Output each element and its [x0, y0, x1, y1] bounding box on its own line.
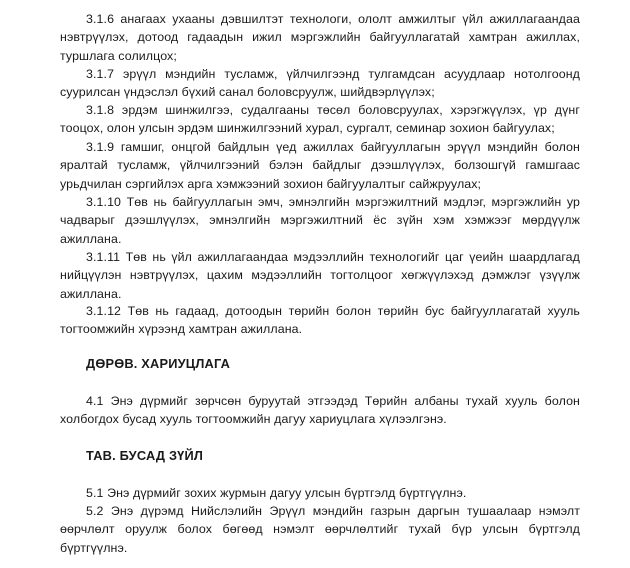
clause-number: 5.1 [86, 486, 104, 500]
clause-text: Төв нь гадаад, дотоодын төрийн болон төрийн бус байгууллагатай хууль тогтоомжийн хүрээнд хамтран ажиллана. [60, 304, 580, 337]
clause-3-1-11 [60, 248, 580, 303]
clause-number: 3.1.6 [86, 12, 115, 26]
clause-3-1-12 [60, 302, 580, 339]
clause-text: анагаах ухааны дэвшилтэт технологи, ололт амжилтыг үйл ажиллагаандаа нэвтрүүлэх, дотоод гадаадын ижил мэргэжлийн байгууллагатай хамтран ажиллах, туршлага солилцох; [60, 12, 580, 63]
clause-3-1-9 [60, 138, 580, 193]
section-5-heading: ТАВ. БУСАД ЗҮЙЛ [86, 448, 204, 463]
clause-3-1-8 [60, 101, 580, 138]
clause-5-1 [60, 484, 580, 502]
clause-text: Энэ дүрмийг зөрчсөн буруутай этгээдэд Төрийн албаны тухай хууль болон холбогдох бусад хууль тогтоомжийн дагуу хариуцлага хүлээлгэнэ. [60, 394, 581, 427]
clause-text: Төв нь байгууллагын эмч, эмнэлгийн мэргэжилтний мэдлэг, мэргэжлийн ур чадварыг дээшлүүлэх, эмнэлгийн мэргэжилтний ёс зүйн хэм хэмжээг мөрдүүлж ажиллана. [60, 195, 581, 246]
section-4-heading: ДӨРӨВ. ХАРИУЦЛАГА [86, 356, 231, 371]
clause-number: 3.1.9 [86, 140, 115, 154]
clause-3-1-10 [60, 193, 580, 248]
clause-text: эрүүл мэндийн тусламж, үйлчилгээнд тулгамдсан асуудлаар нотолгоонд суурилсан үндэслэл бүхий санал боловсруулж, шийдвэрлүүлэх; [60, 67, 580, 100]
clause-number: 3.1.11 [86, 250, 121, 264]
clause-5-2 [60, 502, 580, 557]
clause-number: 3.1.12 [86, 304, 122, 318]
clause-text: Энэ дүрмийг зохих журмын дагуу улсын бүртгэлд бүртгүүлнэ. [107, 486, 467, 500]
clause-text: Төв нь үйл ажиллагаандаа мэдээллийн технологийг цаг үеийн шаардлагад нийцүүлэн нэвтрүүлэх, цахим мэдээллийн тогтолцоог хөгжүүлэхэд дэмжлэг үзүүлж ажиллана. [60, 250, 580, 301]
clause-3-1-6 [60, 10, 580, 65]
clause-text: эрдэм шинжилгээ, судалгааны төсөл боловсруулах, хэрэгжүүлэх, үр дүнг тооцох, олон улсын эрдэм шинжилгээний хурал, сургалт, семинар зохион байгуулах; [60, 103, 580, 136]
clause-text: Энэ дүрэмд Нийслэлийн Эрүүл мэндийн газрын даргын тушаалаар нэмэлт өөрчлөлт оруулж болох бөгөөд нэмэлт өөрчлөлтийг тухай бүр улсын бүртгэлд бүртгүүлнэ. [60, 504, 581, 555]
clause-number: 3.1.10 [86, 195, 122, 209]
clause-4-1 [60, 392, 580, 429]
clause-number: 4.1 [86, 394, 104, 408]
clause-number: 3.1.7 [86, 67, 115, 81]
clause-number: 5.2 [86, 504, 104, 518]
clause-text: гамшиг, онцгой байдлын үед ажиллах байгууллагын эрүүл мэндийн болон яралтай тусламж, үйлчилгээний бэлэн байдлыг дээшлүүлэх, болзошгүй гамшгаас урьдчилан сэргийлэх арга хэмжээний зохион байгуулалтыг сайжруулах; [60, 140, 580, 191]
clause-number: 3.1.8 [86, 103, 115, 117]
clause-3-1-7 [60, 65, 580, 102]
